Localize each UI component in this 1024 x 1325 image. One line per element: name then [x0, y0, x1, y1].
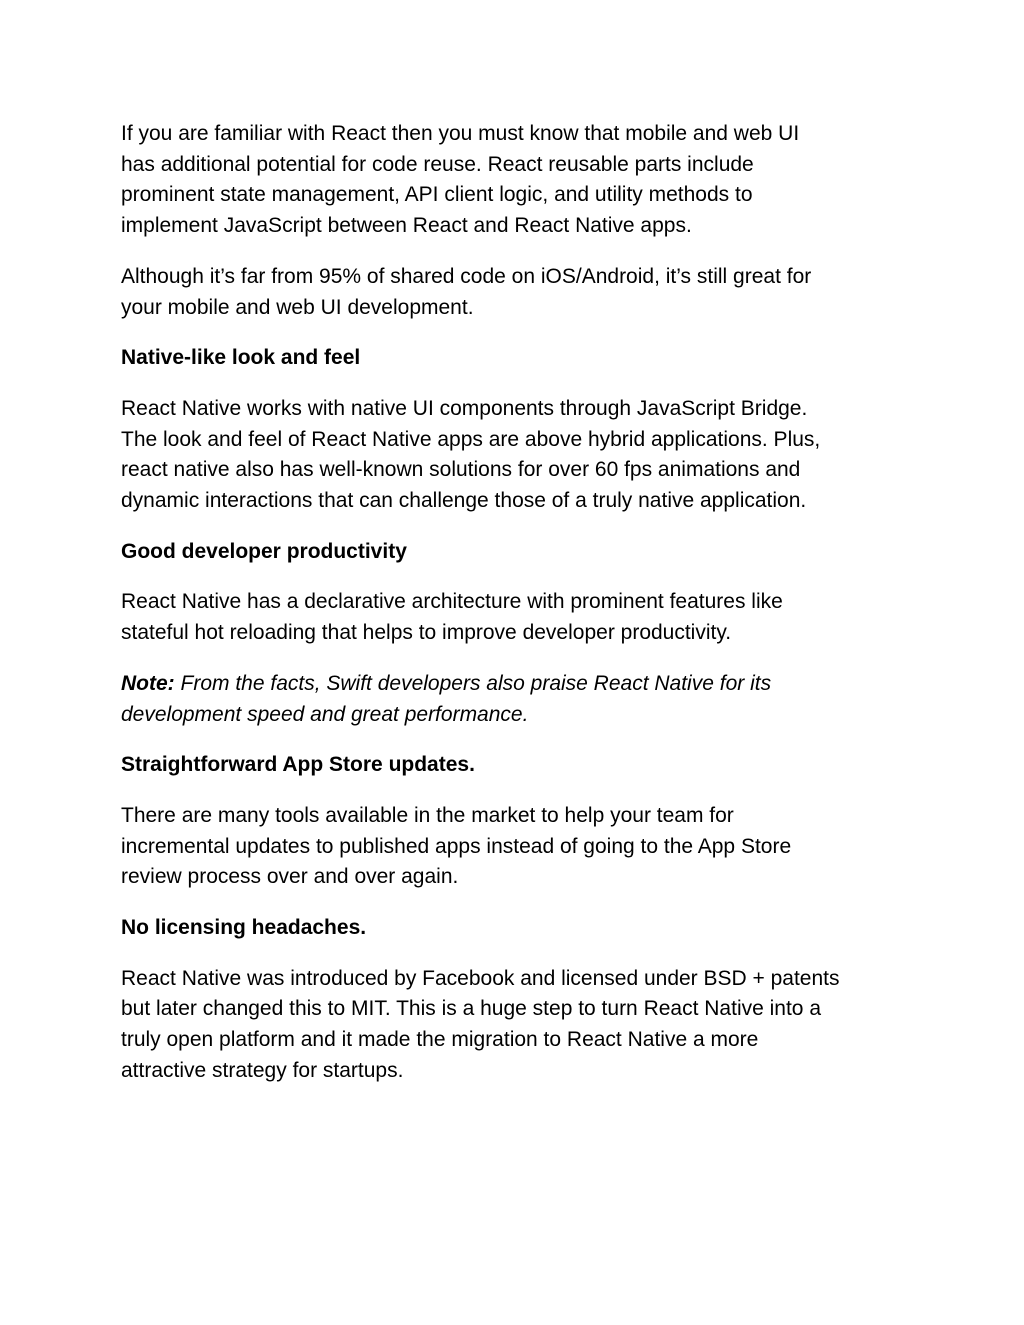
document-page [121, 119, 921, 1107]
text-line: incremental updates to published apps instead of going to the App Store [121, 834, 792, 858]
text-line: your mobile and web UI development. [121, 295, 474, 319]
text-line: React Native was introduced by Facebook and licensed under BSD + patents [121, 966, 840, 990]
note-paragraph [121, 669, 921, 730]
text-line: If you are familiar with React then you must know that mobile and web UI [121, 122, 800, 145]
shared-code-paragraph [121, 262, 921, 323]
app-store-heading: Straightforward App Store updates. [121, 753, 475, 777]
text-line: React Native has a declarative architecture with prominent features like [121, 590, 783, 614]
text-line: but later changed this to MIT. This is a huge step to turn React Native into a [121, 997, 821, 1021]
native-look-paragraph [121, 394, 921, 517]
text-line: attractive strategy for startups. [121, 1058, 404, 1082]
text-line: prominent state management, API client logic, and utility methods to [121, 183, 753, 207]
app-store-paragraph [121, 801, 921, 893]
native-look-heading: Native-like look and feel [121, 346, 361, 370]
text-line: dynamic interactions that can challenge those of a truly native application. [121, 489, 807, 513]
licensing-paragraph [121, 964, 921, 1087]
text-line: review process over and over again. [121, 865, 459, 889]
note-text: From the facts, Swift developers also praise React Native for its [174, 671, 772, 695]
text-line: truly open platform and it made the migration to React Native a more [121, 1028, 759, 1052]
productivity-heading: Good developer productivity [121, 539, 407, 563]
text-line: has additional potential for code reuse. React reusable parts include [121, 152, 754, 176]
text-line: There are many tools available in the market to help your team for [121, 803, 734, 827]
text-line: React Native works with native UI components through JavaScript Bridge. [121, 396, 808, 420]
note-line [121, 669, 921, 700]
text-line: Although it’s far from 95% of shared code on iOS/Android, it’s still great for [121, 264, 812, 288]
productivity-paragraph [121, 587, 921, 648]
note-label: Note: [121, 671, 175, 695]
text-line: The look and feel of React Native apps are above hybrid applications. Plus, [121, 427, 821, 451]
text-line: react native also has well-known solutions for over 60 fps animations and [121, 458, 801, 482]
intro-paragraph [121, 119, 921, 242]
text-line: stateful hot reloading that helps to improve developer productivity. [121, 621, 732, 645]
note-line: development speed and great performance. [121, 702, 529, 726]
text-line: implement JavaScript between React and React Native apps. [121, 214, 692, 238]
licensing-heading: No licensing headaches. [121, 916, 367, 940]
